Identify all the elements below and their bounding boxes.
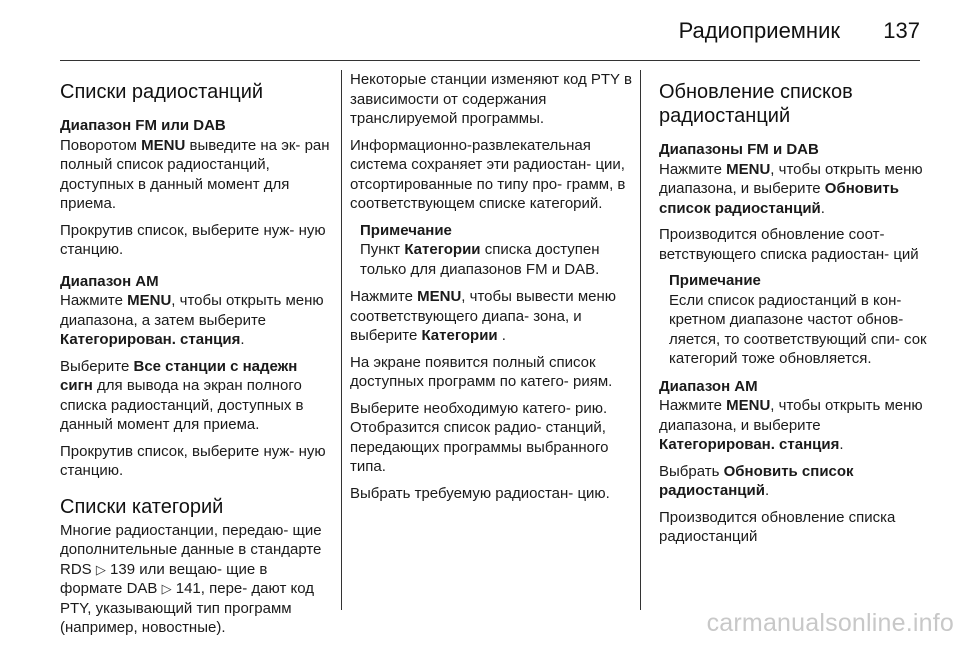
menu-key: MENU bbox=[726, 160, 771, 178]
paragraph: Выбрать Обновить список радиостанций. bbox=[659, 462, 854, 499]
menu-option: Обновить список радиостанций bbox=[659, 462, 854, 499]
paragraph: Нажмите MENU, чтобы вывести меню соответствующего диапа- зона, и выберите Категории . bbox=[350, 288, 617, 344]
paragraph: Прокрутив список, выберите нуж- ную станцию. bbox=[60, 442, 326, 479]
page-header bbox=[0, 0, 960, 56]
page-number: 137 bbox=[883, 18, 920, 43]
paragraph: Нажмите MENU, чтобы открыть меню диапазона, а затем выберите Категорирован. станция. bbox=[60, 292, 324, 348]
paragraph: Поворотом MENU выведите на эк- ран полный список радиостанций, доступных в данный момент для приема. bbox=[60, 136, 330, 212]
section-heading: Списки радиостанций bbox=[60, 81, 264, 103]
paragraph: Выберите необходимую катего- рию. Отобразится список радио- станций, передающих программы выбранного типа. bbox=[350, 399, 609, 475]
menu-option: Категории bbox=[421, 327, 498, 344]
watermark: carmanualsonline.info bbox=[706, 609, 954, 637]
paragraph: На экране появится полный список доступных программ по катего- риям. bbox=[350, 353, 613, 390]
subsection-heading: Диапазон AM bbox=[659, 377, 758, 395]
column-divider bbox=[341, 70, 342, 610]
paragraph: Нажмите MENU, чтобы открыть меню диапазона, и выберите Категорирован. станция. bbox=[659, 397, 923, 453]
paragraph: Информационно-развлекательная система сохраняет эти радиостан- ции, отсортированные по типу про- грамм, в соответствующем списке категорий. bbox=[350, 136, 626, 212]
subsection-heading: Диапазоны FM и DAB bbox=[659, 141, 819, 158]
note-text: Если список радиостанций в кон- кретном диапазоне частот обнов- ляется, то соответствующий спи- сок категорий тоже обновляется. bbox=[669, 291, 927, 367]
header-rule bbox=[60, 60, 920, 61]
triangle-right-icon[interactable]: ▷ bbox=[161, 581, 172, 596]
menu-option: Категории bbox=[404, 241, 481, 258]
column-1 bbox=[60, 70, 330, 645]
section-heading: Обновление списков радиостанций bbox=[659, 81, 853, 127]
note-title: Примечание bbox=[360, 221, 452, 239]
subsection-heading: Диапазон FM или DAB bbox=[60, 117, 226, 134]
note-title: Примечание bbox=[669, 272, 761, 289]
section-heading: Списки категорий bbox=[60, 495, 224, 518]
menu-option: Категорирован. станция bbox=[60, 331, 241, 348]
column-3 bbox=[659, 70, 929, 554]
page-title: Радиоприемник bbox=[678, 18, 840, 43]
menu-option: Обновить список радиостанций bbox=[659, 180, 899, 217]
paragraph: Производится обновление списка радиостанций bbox=[659, 508, 896, 545]
column-divider bbox=[640, 70, 641, 610]
paragraph: Производится обновление соот- ветствующего списка радиостан- ций bbox=[659, 226, 919, 263]
menu-key: MENU bbox=[417, 288, 462, 305]
subsection-heading: Диапазон AM bbox=[60, 272, 159, 290]
triangle-right-icon[interactable]: ▷ bbox=[95, 561, 106, 577]
menu-key: MENU bbox=[141, 136, 186, 154]
paragraph: Прокрутив список, выберите нуж- ную станцию. bbox=[60, 221, 326, 258]
paragraph: Многие радиостанции, передаю- щие дополнительные данные в стандарте RDS ▷ 139 или вещаю- щие в формате DAB ▷ 141, пере- дают код PTY, указывающий тип программ (например, новостные). bbox=[60, 521, 322, 636]
menu-key: MENU bbox=[726, 397, 771, 414]
paragraph: Некоторые станции изменяют код PTY в зависимости от содержания транслируемой программы. bbox=[350, 71, 632, 127]
menu-option: Категорирован. станция bbox=[659, 436, 840, 453]
note-box bbox=[350, 221, 632, 280]
note-text: Пункт Категории списка доступен только для диапазонов FM и DAB. bbox=[360, 241, 600, 278]
column-2 bbox=[350, 70, 632, 510]
note-box bbox=[659, 271, 929, 369]
menu-option: Все станции с надежн сигн bbox=[60, 357, 298, 394]
menu-key: MENU bbox=[127, 292, 172, 309]
paragraph: Выбрать требуемую радиостан- цию. bbox=[350, 484, 610, 502]
paragraph: Выберите Все станции с надежн сигн для вывода на экран полного списка радиостанций, доступных в данный момент для приема. bbox=[60, 357, 304, 433]
paragraph: Нажмите MENU, чтобы открыть меню диапазона, и выберите Обновить список радиостанций. bbox=[659, 160, 923, 217]
